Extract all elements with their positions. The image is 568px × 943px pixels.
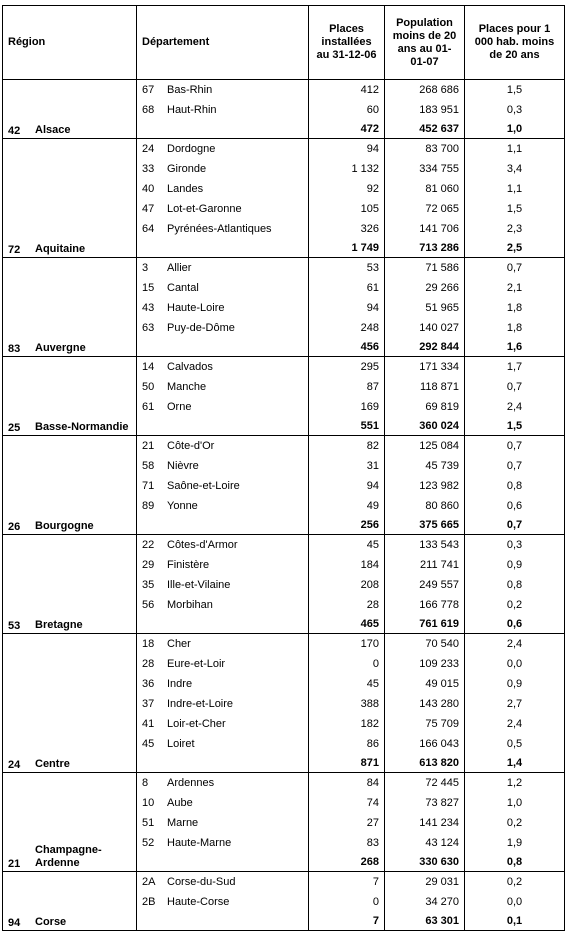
departement-code: 51 [142,817,155,829]
ratio-value: 1,5 [465,80,565,101]
departement-row [3,357,565,378]
departement-cell [137,595,309,615]
departement-name: Ardennes [167,777,215,789]
places-value: 326 [309,219,385,239]
departement-code: 63 [142,322,155,334]
places-value: 170 [309,634,385,655]
population-value: 140 027 [385,318,465,338]
places-value: 74 [309,793,385,813]
departement-row [3,634,565,655]
places-value: 83 [309,833,385,853]
departement-cell [137,674,309,694]
ratio-value: 1,7 [465,357,565,378]
header-row [3,6,565,80]
population-value: 72 445 [385,773,465,794]
departement-code: 28 [142,658,155,670]
population-value: 141 706 [385,219,465,239]
population-value: 133 543 [385,535,465,556]
total-places: 7 [309,912,385,931]
departement-code: 40 [142,183,155,195]
region-cell [3,258,137,357]
places-value: 27 [309,813,385,833]
places-value: 87 [309,377,385,397]
places-value: 412 [309,80,385,101]
departement-code: 2A [142,876,156,888]
departement-name: Yonne [167,500,198,512]
departement-cell [137,575,309,595]
departement-code: 21 [142,440,155,452]
header-departement: Département [137,6,309,80]
ratio-value: 0,7 [465,377,565,397]
departement-name: Morbihan [167,599,213,611]
departement-cell [137,139,309,160]
region-cell [3,535,137,634]
departement-cell [137,436,309,457]
departement-cell [137,654,309,674]
population-value: 268 686 [385,80,465,101]
departement-cell [137,159,309,179]
ratio-value: 1,0 [465,793,565,813]
places-value: 388 [309,694,385,714]
departement-name: Haute-Loire [167,302,225,314]
region-code: 24 [8,759,21,771]
departement-code: 71 [142,480,155,492]
region-cell [3,357,137,436]
total-places: 1 749 [309,239,385,258]
departement-code: 52 [142,837,155,849]
departement-name: Allier [167,262,192,274]
departement-cell [137,892,309,912]
population-value: 69 819 [385,397,465,417]
region-label [8,421,136,434]
total-ratio: 2,5 [465,239,565,258]
places-value: 45 [309,674,385,694]
total-departement-cell [137,516,309,535]
region-name: Centre [35,758,70,770]
total-population: 761 619 [385,615,465,634]
departement-name: Bas-Rhin [167,84,213,96]
total-ratio: 0,8 [465,853,565,872]
region-code: 72 [8,244,21,256]
departement-code: 22 [142,539,155,551]
ratio-value: 3,4 [465,159,565,179]
ratio-value: 1,9 [465,833,565,853]
places-value: 248 [309,318,385,338]
region-label [8,520,136,533]
departement-code: 3 [142,262,149,274]
total-places: 456 [309,338,385,357]
population-value: 183 951 [385,100,465,120]
departement-name: Marne [167,817,199,829]
departement-cell [137,357,309,378]
departement-row [3,139,565,160]
departement-code: 50 [142,381,155,393]
departement-cell [137,476,309,496]
population-value: 249 557 [385,575,465,595]
departement-name: Ille-et-Vilaine [167,579,231,591]
ratio-value: 0,0 [465,654,565,674]
departement-row [3,872,565,893]
total-departement-cell [137,754,309,773]
region-name: Bourgogne [35,520,94,532]
total-population: 330 630 [385,853,465,872]
departement-cell [137,734,309,754]
region-cell [3,634,137,773]
population-value: 171 334 [385,357,465,378]
region-cell [3,436,137,535]
region-cell [3,139,137,258]
places-value: 31 [309,456,385,476]
ratio-value: 2,7 [465,694,565,714]
places-value: 28 [309,595,385,615]
places-value: 92 [309,179,385,199]
departement-name: Manche [167,381,207,393]
total-population: 292 844 [385,338,465,357]
places-value: 7 [309,872,385,893]
population-value: 81 060 [385,179,465,199]
departement-name: Haute-Corse [167,896,230,908]
places-value: 182 [309,714,385,734]
ratio-value: 0,7 [465,436,565,457]
ratio-value: 2,4 [465,397,565,417]
departement-cell [137,833,309,853]
places-value: 61 [309,278,385,298]
population-value: 51 965 [385,298,465,318]
region-cell [3,872,137,931]
region-cell [3,80,137,139]
total-ratio: 1,0 [465,120,565,139]
region-code: 83 [8,343,21,355]
region-code: 25 [8,422,21,434]
population-value: 166 778 [385,595,465,615]
departement-name: Loiret [167,738,195,750]
departement-code: 67 [142,84,155,96]
total-ratio: 1,4 [465,754,565,773]
total-departement-cell [137,615,309,634]
region-label [8,124,136,137]
ratio-value: 0,2 [465,813,565,833]
header-places: Places installées au 31-12-06 [309,6,385,80]
region-name: Auvergne [35,342,86,354]
departement-cell [137,199,309,219]
population-value: 29 031 [385,872,465,893]
total-places: 551 [309,417,385,436]
region-cell [3,773,137,872]
total-population: 360 024 [385,417,465,436]
departement-cell [137,377,309,397]
ratio-value: 0,8 [465,575,565,595]
ratio-value: 1,1 [465,179,565,199]
departement-name: Haute-Marne [167,837,232,849]
departement-cell [137,179,309,199]
total-departement-cell [137,853,309,872]
total-ratio: 0,7 [465,516,565,535]
population-value: 125 084 [385,436,465,457]
population-value: 334 755 [385,159,465,179]
departement-cell [137,456,309,476]
ratio-value: 2,3 [465,219,565,239]
ratio-value: 2,1 [465,278,565,298]
departement-cell [137,496,309,516]
departement-cell [137,714,309,734]
places-value: 84 [309,773,385,794]
region-code: 26 [8,521,21,533]
departement-code: 41 [142,718,155,730]
departement-name: Lot-et-Garonne [167,203,242,215]
departement-name: Corse-du-Sud [167,876,236,888]
places-value: 86 [309,734,385,754]
departement-cell [137,872,309,893]
departement-code: 61 [142,401,155,413]
departement-row [3,773,565,794]
departement-name: Finistère [167,559,210,571]
population-value: 123 982 [385,476,465,496]
departement-code: 43 [142,302,155,314]
departement-code: 64 [142,223,155,235]
departement-cell [137,219,309,239]
population-value: 80 860 [385,496,465,516]
region-label [8,916,136,929]
ratio-value: 0,2 [465,872,565,893]
ratio-value: 1,8 [465,298,565,318]
population-value: 143 280 [385,694,465,714]
region-code: 42 [8,125,21,137]
departement-code: 56 [142,599,155,611]
total-departement-cell [137,338,309,357]
departement-code: 37 [142,698,155,710]
departement-name: Loir-et-Cher [167,718,226,730]
ratio-value: 0,7 [465,258,565,279]
departement-cell [137,773,309,794]
ratio-value: 1,8 [465,318,565,338]
population-value: 109 233 [385,654,465,674]
population-value: 49 015 [385,674,465,694]
departement-code: 10 [142,797,155,809]
population-value: 70 540 [385,634,465,655]
population-value: 75 709 [385,714,465,734]
departement-cell [137,318,309,338]
departement-name: Côte-d'Or [167,440,215,452]
departement-code: 35 [142,579,155,591]
region-code: 21 [8,858,21,870]
places-value: 49 [309,496,385,516]
total-ratio: 1,6 [465,338,565,357]
places-value: 53 [309,258,385,279]
departement-code: 45 [142,738,155,750]
departement-name: Nièvre [167,460,199,472]
places-value: 184 [309,555,385,575]
total-departement-cell [137,912,309,931]
population-value: 71 586 [385,258,465,279]
population-value: 29 266 [385,278,465,298]
ratio-value: 0,9 [465,674,565,694]
departement-row [3,436,565,457]
departement-cell [137,793,309,813]
ratio-value: 2,4 [465,634,565,655]
departement-cell [137,298,309,318]
places-value: 94 [309,139,385,160]
ratio-value: 0,2 [465,595,565,615]
departement-code: 29 [142,559,155,571]
population-value: 34 270 [385,892,465,912]
header-region: Région [3,6,137,80]
total-ratio: 1,5 [465,417,565,436]
departement-code: 33 [142,163,155,175]
population-value: 118 871 [385,377,465,397]
population-value: 73 827 [385,793,465,813]
places-table [2,5,565,931]
places-value: 1 132 [309,159,385,179]
population-value: 72 065 [385,199,465,219]
departement-name: Haut-Rhin [167,104,217,116]
departement-cell [137,80,309,101]
places-value: 208 [309,575,385,595]
departement-name: Eure-et-Loir [167,658,226,670]
departement-cell [137,634,309,655]
region-name: Aquitaine [35,243,86,255]
ratio-value: 0,9 [465,555,565,575]
ratio-value: 0,0 [465,892,565,912]
total-departement-cell [137,120,309,139]
region-name: Bretagne [35,619,83,631]
header-population: Population moins de 20 ans au 01-01-07 [385,6,465,80]
population-value: 43 124 [385,833,465,853]
departement-name: Pyrénées-Atlantiques [167,223,272,235]
departement-name: Aube [167,797,193,809]
region-label [8,619,136,632]
departement-name: Gironde [167,163,207,175]
departement-name: Landes [167,183,204,195]
population-value: 141 234 [385,813,465,833]
population-value: 83 700 [385,139,465,160]
ratio-value: 0,3 [465,535,565,556]
ratio-value: 2,4 [465,714,565,734]
ratio-value: 0,8 [465,476,565,496]
departement-name: Indre [167,678,193,690]
ratio-value: 0,5 [465,734,565,754]
departement-row [3,535,565,556]
total-places: 871 [309,754,385,773]
departement-cell [137,258,309,279]
departement-code: 2B [142,896,156,908]
region-label [8,243,136,256]
total-population: 713 286 [385,239,465,258]
total-places: 472 [309,120,385,139]
total-population: 613 820 [385,754,465,773]
departement-name: Calvados [167,361,213,373]
departement-code: 36 [142,678,155,690]
region-label [8,342,136,355]
region-name: Champagne-Ardenne [35,844,102,869]
region-name: Alsace [35,124,71,136]
departement-cell [137,813,309,833]
total-ratio: 0,6 [465,615,565,634]
total-population: 375 665 [385,516,465,535]
table-body [3,80,565,931]
total-places: 465 [309,615,385,634]
departement-cell [137,555,309,575]
total-population: 452 637 [385,120,465,139]
departement-cell [137,397,309,417]
departement-name: Saône-et-Loire [167,480,240,492]
region-name: Basse-Normandie [35,421,129,433]
departement-code: 14 [142,361,155,373]
places-value: 94 [309,298,385,318]
departement-name: Indre-et-Loire [167,698,234,710]
population-value: 45 739 [385,456,465,476]
ratio-value: 0,3 [465,100,565,120]
places-value: 60 [309,100,385,120]
places-value: 295 [309,357,385,378]
places-value: 0 [309,892,385,912]
departement-name: Cantal [167,282,199,294]
departement-code: 47 [142,203,155,215]
places-value: 82 [309,436,385,457]
population-value: 166 043 [385,734,465,754]
departement-code: 58 [142,460,155,472]
ratio-value: 0,7 [465,456,565,476]
places-value: 0 [309,654,385,674]
departement-cell [137,278,309,298]
region-name: Corse [35,916,67,928]
region-label [8,844,136,870]
total-departement-cell [137,239,309,258]
departement-code: 15 [142,282,155,294]
ratio-value: 0,6 [465,496,565,516]
departement-code: 8 [142,777,149,789]
places-value: 94 [309,476,385,496]
total-places: 256 [309,516,385,535]
departement-row [3,80,565,101]
population-value: 211 741 [385,555,465,575]
ratio-value: 1,5 [465,199,565,219]
departement-code: 89 [142,500,155,512]
departement-row [3,258,565,279]
departement-code: 18 [142,638,155,650]
places-value: 169 [309,397,385,417]
total-population: 63 301 [385,912,465,931]
ratio-value: 1,1 [465,139,565,160]
departement-cell [137,100,309,120]
total-ratio: 0,1 [465,912,565,931]
departement-name: Dordogne [167,143,216,155]
region-label [8,758,136,771]
departement-name: Orne [167,401,192,413]
departement-name: Côtes-d'Armor [167,539,238,551]
departement-code: 24 [142,143,155,155]
total-places: 268 [309,853,385,872]
total-departement-cell [137,417,309,436]
places-value: 45 [309,535,385,556]
region-code: 94 [8,917,21,929]
departement-name: Puy-de-Dôme [167,322,235,334]
ratio-value: 1,2 [465,773,565,794]
header-ratio: Places pour 1 000 hab. moins de 20 ans [465,6,565,80]
departement-cell [137,535,309,556]
region-code: 53 [8,620,21,632]
departement-cell [137,694,309,714]
departement-code: 68 [142,104,155,116]
places-value: 105 [309,199,385,219]
departement-name: Cher [167,638,191,650]
